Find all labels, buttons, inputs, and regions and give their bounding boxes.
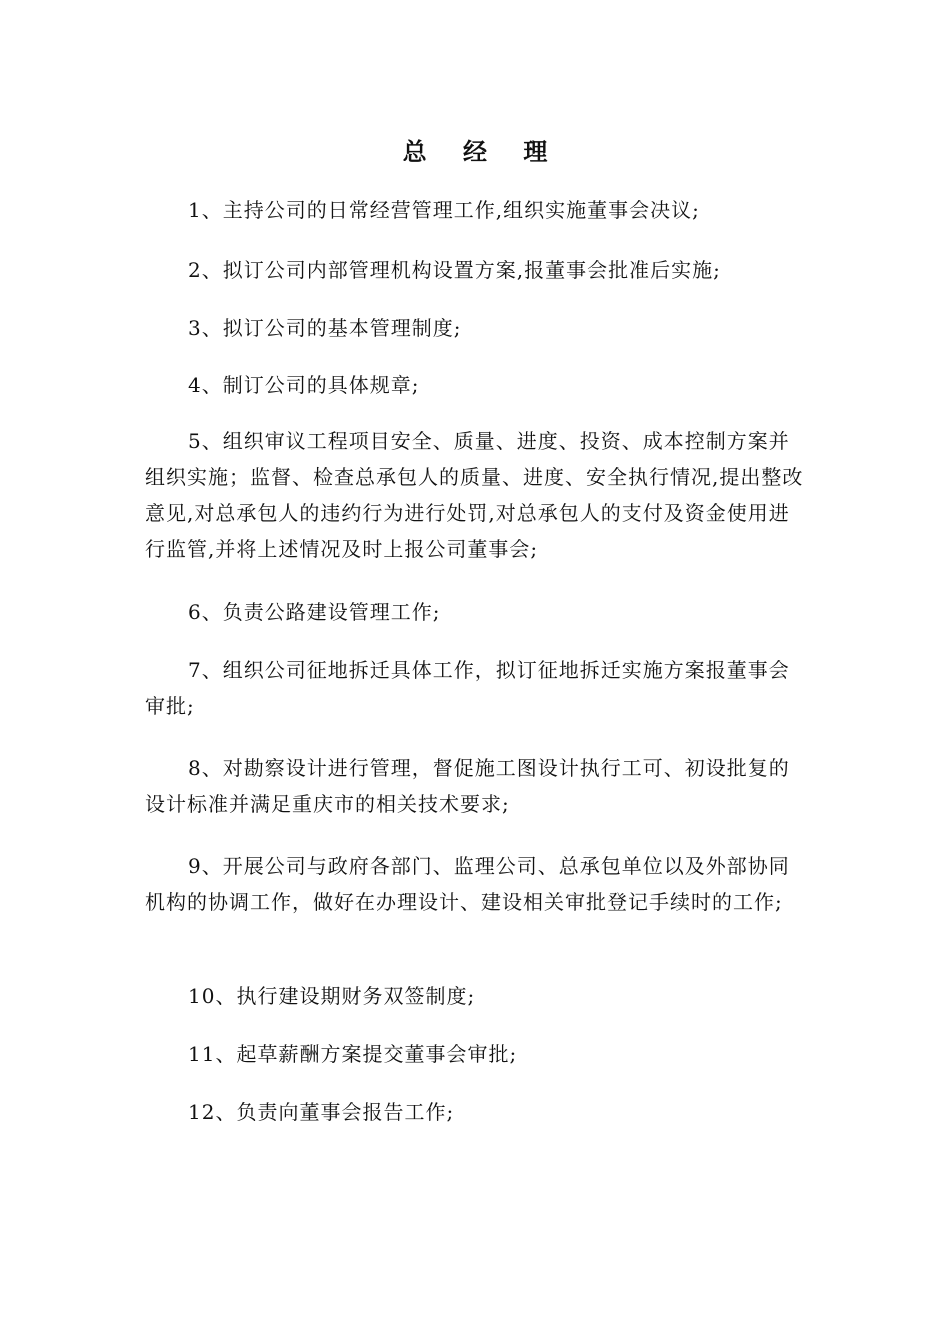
list-item: 12、负责向董事会报告工作; — [188, 1100, 455, 1124]
list-item: 8、对勘察设计进行管理，督促施工图设计执行工可、初设批复的设计标准并满足重庆市的相关技术要求; — [145, 756, 790, 816]
list-item: 7、组织公司征地拆迁具体工作，拟订征地拆迁实施方案报董事会审批; — [145, 658, 790, 718]
document-title: 总 经 理 — [402, 138, 562, 166]
list-item: 3、拟订公司的基本管理制度; — [188, 316, 462, 340]
list-item: 2、拟订公司内部管理机构设置方案,报董事会批准后实施; — [188, 258, 721, 282]
list-item: 10、执行建设期财务双签制度; — [188, 984, 476, 1008]
list-item: 11、起草薪酬方案提交董事会审批; — [188, 1042, 518, 1066]
list-item: 5、组织审议工程项目安全、质量、进度、投资、成本控制方案并组织实施；监督、检查总承包人的质量、进度、安全执行情况,提出整改意见,对总承包人的违约行为进行处罚,对总承包人的支付及资金使用进行监管,并将上述情况及时上报公司董事会; — [145, 429, 804, 561]
list-item: 1、主持公司的日常经营管理工作,组织实施董事会决议; — [188, 198, 700, 222]
list-item: 9、开展公司与政府各部门、监理公司、总承包单位以及外部协同机构的协调工作，做好在办理设计、建设相关审批登记手续时的工作; — [145, 854, 790, 914]
list-item: 6、负责公路建设管理工作; — [188, 600, 441, 624]
list-item: 4、制订公司的具体规章; — [188, 373, 420, 397]
